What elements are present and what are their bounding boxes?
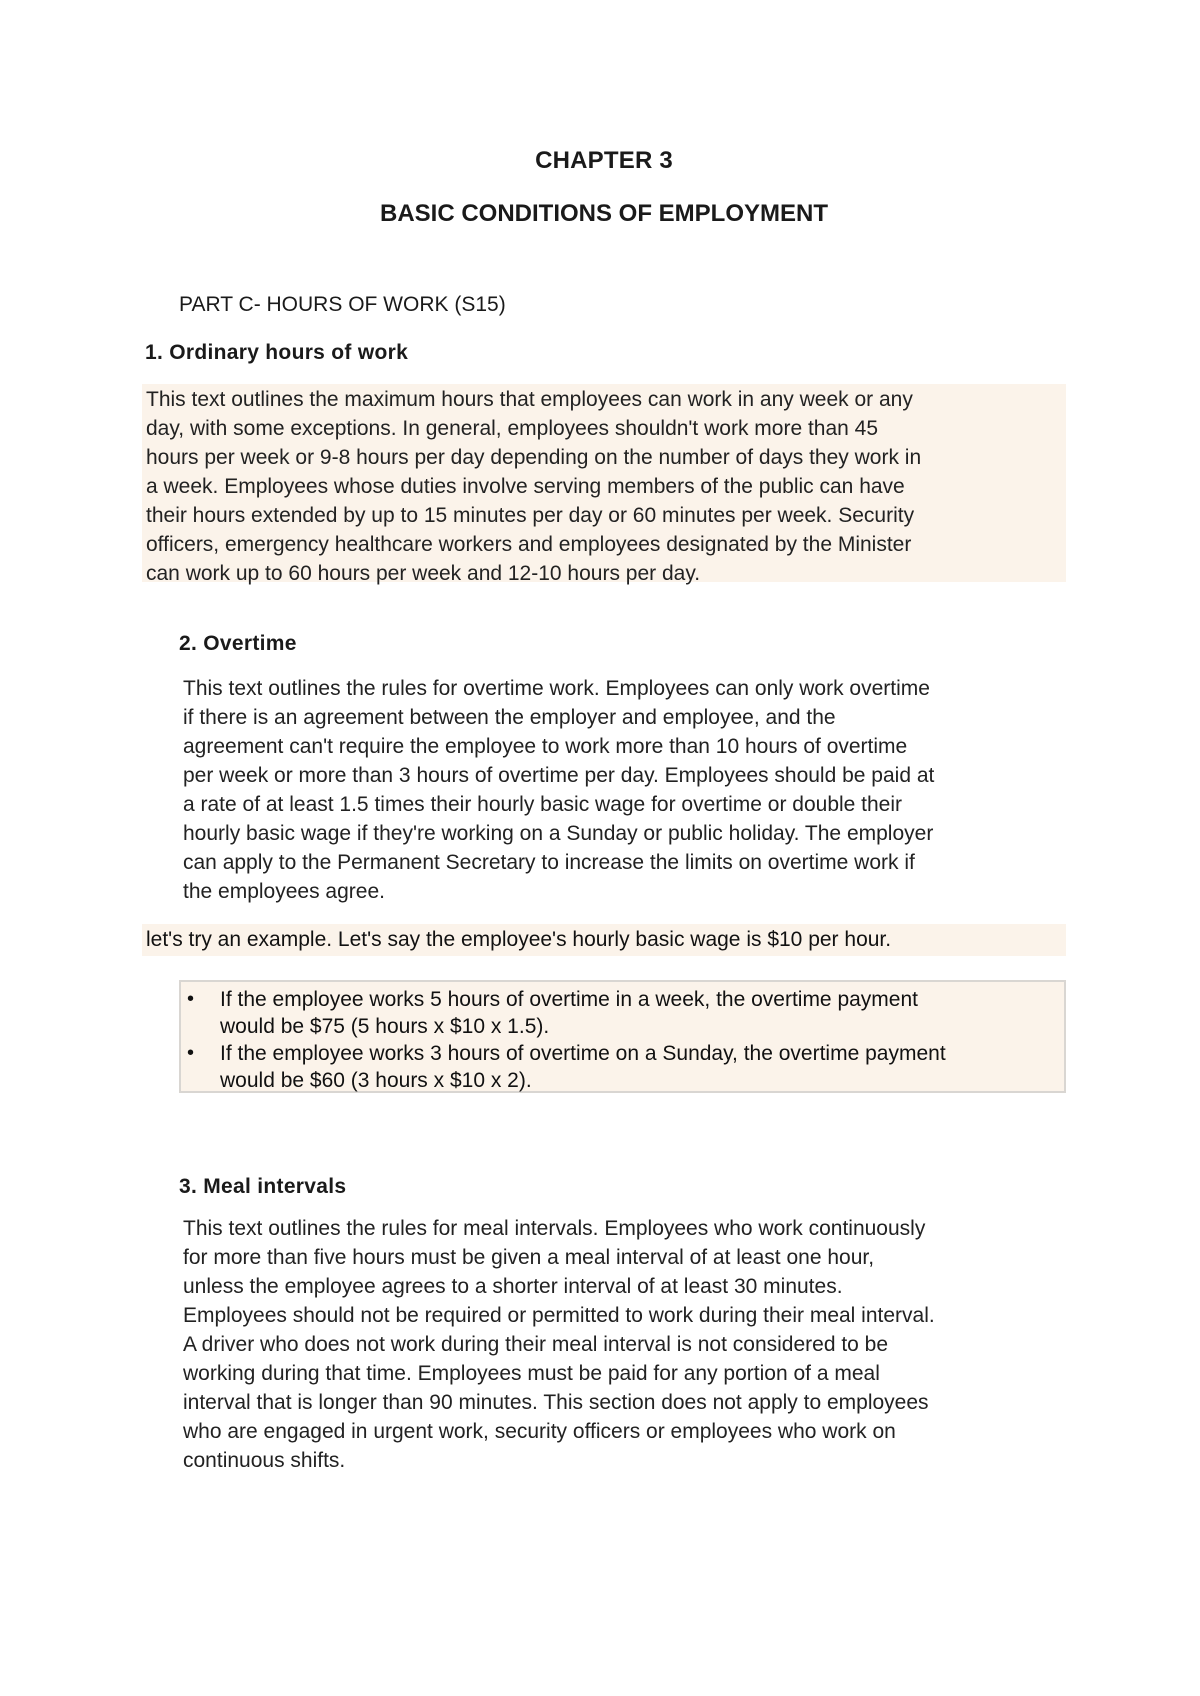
bullet-icon: • (187, 988, 195, 1010)
chapter-title: CHAPTER 3 (535, 147, 673, 174)
paragraph-line: working during that time. Employees must be paid for any portion of a meal (183, 1362, 880, 1385)
section-heading-ordinary-hours: 1. Ordinary hours of work (145, 341, 409, 364)
meal-intervals-paragraph (183, 1214, 935, 1475)
ordinary-hours-paragraph (142, 384, 1066, 585)
section-heading-overtime: 2. Overtime (179, 632, 297, 655)
list-item (181, 1040, 1064, 1094)
paragraph-line: for more than five hours must be given a meal interval of at least one hour, (183, 1246, 875, 1269)
paragraph-line: can apply to the Permanent Secretary to increase the limits on overtime work if (183, 851, 915, 874)
paragraph-line: a rate of at least 1.5 times their hourly basic wage for overtime or double their (183, 793, 903, 816)
paragraph-line: their hours extended by up to 15 minutes per day or 60 minutes per week. Security (146, 504, 915, 527)
paragraph-line: hourly basic wage if they're working on a Sunday or public holiday. The employer (183, 822, 934, 845)
paragraph-line: unless the employee agrees to a shorter interval of at least 30 minutes. (183, 1275, 843, 1298)
example-bullet-list (181, 982, 1064, 1094)
chapter-subtitle: BASIC CONDITIONS OF EMPLOYMENT (379, 200, 828, 227)
paragraph-line: interval that is longer than 90 minutes. This section does not apply to employees (183, 1391, 929, 1414)
bullet-icon: • (187, 1042, 195, 1064)
overtime-paragraph (183, 674, 934, 906)
bullet-line: If the employee works 3 hours of overtime on a Sunday, the overtime payment (220, 1042, 946, 1065)
paragraph-line: per week or more than 3 hours of overtime per day. Employees should be paid at (183, 764, 935, 787)
paragraph-line: This text outlines the rules for meal intervals. Employees who work continuously (183, 1217, 926, 1240)
paragraph-line: This text outlines the rules for overtime work. Employees can only work overtime (183, 677, 930, 700)
paragraph-line: the employees agree. (183, 880, 385, 903)
example-intro: let's try an example. Let's say the employee's hourly basic wage is $10 per hour. (142, 924, 1066, 956)
section-heading-meal-intervals: 3. Meal intervals (179, 1175, 347, 1198)
paragraph-line: a week. Employees whose duties involve serving members of the public can have (146, 475, 905, 498)
paragraph-line: day, with some exceptions. In general, employees shouldn't work more than 45 (146, 417, 879, 440)
paragraph-line: agreement can't require the employee to work more than 10 hours of overtime (183, 735, 908, 758)
bullet-line: would be $60 (3 hours x $10 x 2). (220, 1069, 532, 1092)
part-heading: PART C- HOURS OF WORK (S15) (179, 293, 506, 316)
list-item (181, 986, 1064, 1040)
paragraph-line: who are engaged in urgent work, security officers or employees who work on (183, 1420, 896, 1443)
bullet-line: would be $75 (5 hours x $10 x 1.5). (220, 1015, 550, 1038)
paragraph-line: hours per week or 9-8 hours per day depending on the number of days they work in (146, 446, 922, 469)
paragraph-line: if there is an agreement between the employer and employee, and the (183, 706, 836, 729)
paragraph-line: This text outlines the maximum hours that employees can work in any week or any (146, 388, 913, 411)
example-bullet-box (179, 980, 1066, 1093)
paragraph-line: can work up to 60 hours per week and 12-10 hours per day. (146, 562, 701, 585)
paragraph-line: A driver who does not work during their meal interval is not considered to be (183, 1333, 889, 1356)
paragraph-line: Employees should not be required or permitted to work during their meal interval. (183, 1304, 935, 1327)
paragraph-line: officers, emergency healthcare workers and employees designated by the Minister (146, 533, 912, 556)
bullet-line: If the employee works 5 hours of overtime in a week, the overtime payment (220, 988, 918, 1011)
paragraph-line: continuous shifts. (183, 1449, 346, 1472)
